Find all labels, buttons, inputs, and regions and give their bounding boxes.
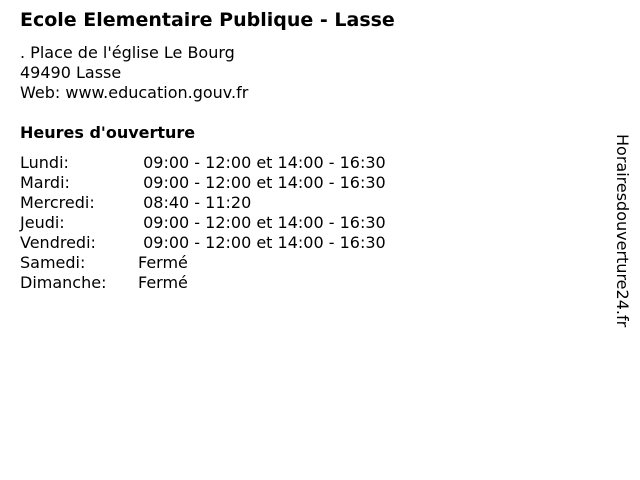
hours-row-monday: [20, 153, 386, 173]
hours-list: [20, 153, 386, 293]
time-value: 09:00 - 12:00 et 14:00 - 16:30: [138, 153, 386, 172]
time-value: 09:00 - 12:00 et 14:00 - 16:30: [138, 213, 386, 232]
hours-row-wednesday: [20, 193, 386, 213]
page-title: Ecole Elementaire Publique - Lasse: [20, 9, 395, 31]
time-value: 09:00 - 12:00 et 14:00 - 16:30: [138, 173, 386, 192]
address-block: [20, 43, 248, 103]
hours-row-thursday: [20, 213, 386, 233]
day-label: Mardi:: [20, 173, 70, 192]
watermark-text: Horairesdouverture24.fr: [613, 134, 632, 328]
address-city: 49490 Lasse: [20, 63, 122, 82]
hours-row-friday: [20, 233, 386, 253]
day-label: Samedi:: [20, 253, 86, 272]
day-label: Jeudi:: [20, 213, 65, 232]
hours-row-sunday: [20, 273, 386, 293]
time-value: Fermé: [138, 273, 188, 292]
hours-row-tuesday: [20, 173, 386, 193]
address-street: . Place de l'église Le Bourg: [20, 43, 235, 62]
hours-row-saturday: [20, 253, 386, 273]
day-label: Dimanche:: [20, 273, 107, 292]
hours-heading: Heures d'ouverture: [20, 123, 196, 142]
time-value: 09:00 - 12:00 et 14:00 - 16:30: [138, 233, 386, 252]
day-label: Lundi:: [20, 153, 69, 172]
time-value: Fermé: [138, 253, 188, 272]
day-label: Vendredi:: [20, 233, 96, 252]
time-value: 08:40 - 11:20: [138, 193, 252, 212]
website-text: Web: www.education.gouv.fr: [20, 83, 249, 102]
day-label: Mercredi:: [20, 193, 95, 212]
